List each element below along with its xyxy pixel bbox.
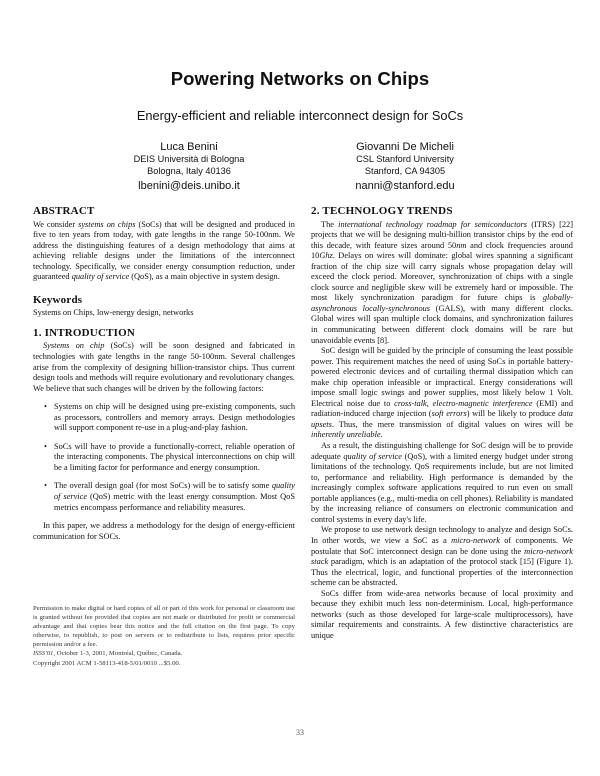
author-location: Bologna, Italy 40136	[147, 165, 231, 176]
author-email: lbenini@deis.unibo.it	[138, 180, 240, 192]
introduction-heading: 1. INTRODUCTION	[33, 326, 136, 339]
body-paragraph: The international technology roadmap for semiconductors (ITRS) [22] projects that we will be designing multi-billion transistor chips by the end of this decade, with feature sizes around 50nm and clock frequencies around 10Ghz. Delays on wires will dominate: global wires spanning a significant fraction of the chip size will carry signals whose propagation delay will exceed the clock period. Moreover, synchronization of chips with a single clock source and negligible skew will be extremely hard or impossible. The most likely synchronization paradigm for future chips is globally-asynchronous locally-synchronous (GALS), with many different clocks. Global wires will span multiple clock domains, and synchronization failures in communicating between different clock domains will be rare but unavoidable events [8].	[311, 219, 573, 345]
author-affiliation: CSL Stanford University	[356, 154, 454, 164]
copyright-text: Copyright 2001 ACM 1-58113-418-5/01/0010 ...$5.00.	[33, 659, 181, 667]
body-paragraph: SoC design will be guided by the principle of consuming the least possible power. This requirement matches the need of using SoCs in portable battery-powered electronic devices and of curtailing thermal dissipation which can make chip operation infeasible or impractical. Energy considerations will impose small logic swings and power supplies, most likely below 1 Volt. Electrical noise due to cross-talk, electro-magnetic interference (EMI) and radiation-induced charge injection (soft errors) will be likely to produce data upsets. Thus, the mere transmission of digital values on wires will be inherently unreliable.	[311, 346, 573, 440]
author-block	[295, 141, 515, 193]
technology-trends-heading: 2. TECHNOLOGY TRENDS	[311, 205, 453, 217]
body-paragraph: SoCs differ from wide-area networks because of local proximity and because they exhibit much less non-determinism. Local, high-performance networks (such as those developed for large-scale multiprocessors), have similar requirements and constraints. A few distinctive characteristics are unique	[311, 588, 573, 640]
body-paragraph: As a result, the distinguishing challenge for SoC design will be to provide adequate quality of service (QoS), with a limited energy budget under strong limitations of the technology. QoS requirements include, but are not limited to, performance and reliability. High performance is demanded by the increasingly complex software applications required to run even on small portable appliances (e.g., multi-media on cell phones). Reliability is mandated by the increasing reliance of consumers on electronic communication and control systems in every day's life.	[311, 441, 573, 524]
keywords-heading: Keywords	[33, 293, 83, 306]
author-location: Stanford, CA 94305	[364, 165, 446, 176]
list-item: • The overall design goal (for most SoCs) will be to satisfy some quality of service (QoS) metric with the least energy consumption. Most QoS metrics encompass performance and reliability measures.	[54, 481, 295, 513]
intro-paragraph: In this paper, we address a methodology for the design of energy-efficient communication for SOCs.	[33, 521, 295, 541]
abstract-text: We consider systems on chips (SoCs) that will be designed and produced in five to ten years from today, with gate lengths in the range 50-100nm. We address the distinguishing features of a design methodology that aims at achieving reliable designs under the limitations of the interconnect technology. Specifically, we consider energy consumption reduction, under guaranteed quality of service (QoS), as a main objective in system design.	[33, 219, 295, 282]
author-name: Luca Benini	[160, 141, 218, 153]
author-email: nanni@stanford.edu	[355, 180, 455, 192]
left-column	[33, 206, 295, 542]
permission-text: Permission to make digital or hard copies of all or part of this work for personal or classroom use is granted without fee provided that copies are not made or distributed for profit or commercial advantage and that copies bear this notice and the full citation on the first page. To copy otherwise, to republish, to post on servers or to redistribute to lists, requires prior specific permission and/or a fee.	[33, 605, 295, 649]
keywords-text: Systems on Chips, low-energy design, networks	[33, 308, 194, 318]
paper-title: Powering Networks on Chips	[170, 68, 430, 89]
intro-factor-list	[33, 402, 295, 513]
author-name: Giovanni De Micheli	[356, 141, 454, 153]
right-column	[311, 206, 573, 641]
author-block	[89, 141, 289, 193]
venue-text: ISSS'01, October 1-3, 2001, Montréal, Québec, Canada.	[33, 650, 183, 658]
abstract-heading: ABSTRACT	[33, 205, 95, 217]
paper-subtitle: Energy-efficient and reliable interconnect design for SoCs	[136, 108, 464, 123]
list-item: • SoCs will have to provide a functionally-correct, reliable operation of the interacting components. The physical interconnections on chip will be a limiting factor for performance and energy consumption.	[54, 442, 295, 474]
permission-footnote	[33, 604, 295, 668]
page-number: 33	[296, 728, 304, 737]
body-paragraph: We propose to use network design technology to analyze and design SoCs. In other words, we view a SoC as a micro-network of components. We postulate that SoC interconnect design can be done using the micro-network stack paradigm, which is an adaptation of the protocol stack [15] (Figure 1). Thus the electrical, logic, and functional properties of the interconnection scheme can be abstracted.	[311, 525, 574, 588]
list-item: • Systems on chip will be designed using pre-existing components, such as processors, controllers and memory arrays. Design methodologies will support component re-use in a plug-and-play fashion.	[54, 402, 295, 434]
author-affiliation: DEIS Università di Bologna	[133, 154, 245, 164]
intro-paragraph: Systems on chip (SoCs) will be soon designed and fabricated in technologies with gate lengths in the range 50-100nm. Several challenges arise from the complexity of designing billion-transistor chips. Thus current design tools and methods will require evolutionary and revolutionary changes. We believe that such changes will be driven by the following factors:	[33, 341, 295, 393]
